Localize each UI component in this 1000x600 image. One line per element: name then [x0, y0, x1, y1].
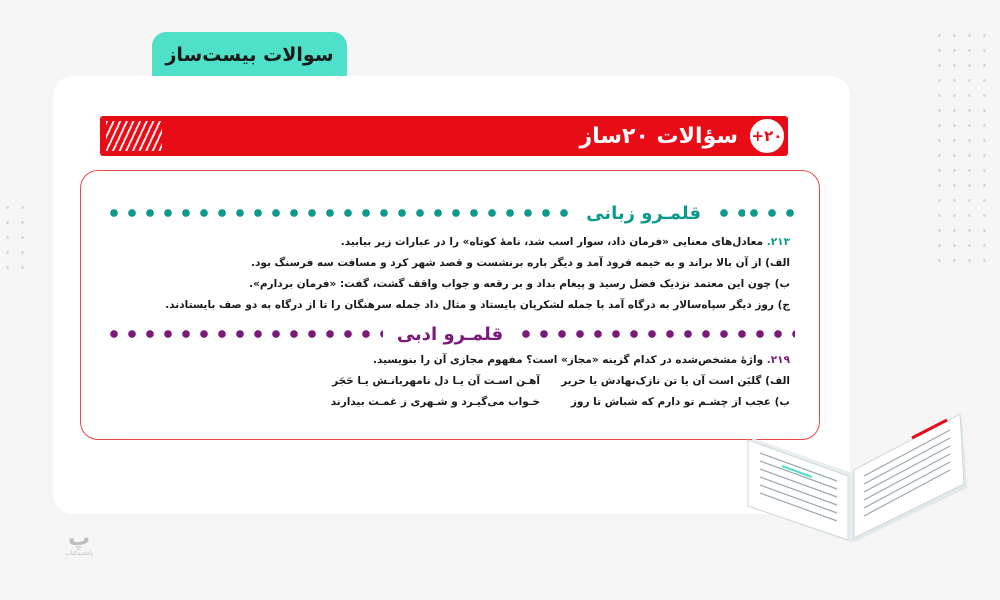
- plus-twenty-badge: +۲۰: [748, 117, 786, 155]
- dotted-divider: [745, 208, 795, 218]
- section-header-literary: [105, 322, 795, 346]
- question-text: واژهٔ مشخص‌شده در کدام گزینه «مجاز» است؟ مفهوم مجازی آن را بنویسید.: [373, 354, 764, 366]
- question-text: معادل‌های معنایی «فرمان داد، سوار اسب شد، نامهٔ کوتاه» را در عبارات زیر بیابید.: [340, 236, 764, 248]
- category-tab-label: سوالات بیست‌ساز: [165, 44, 334, 66]
- poem-hemistich: خـواب می‌گیـرد و شـهری ز غمـت بیدارند: [330, 396, 540, 408]
- dotted-divider: [105, 329, 383, 339]
- question-number: ۲۱۳.: [766, 236, 790, 248]
- question-item: الف) از آن بالا براند و به خیمه فرود آمد و دیگر باره برنشست و قصد شهر کرد و مسافت سه فرسنگ بود.: [250, 257, 790, 269]
- question-item: ج) روز دیگر سپاه‌سالار به درگاه آمد با جمله لشکریان بایستاد و مثال داد جمله سرهنگان را تا از درگاه به دو صف بایستادند.: [165, 299, 790, 311]
- banner-stripes: [106, 121, 162, 151]
- dot-pattern-left: [0, 200, 30, 280]
- dot-pattern: [932, 28, 992, 268]
- open-book-illustration: [742, 378, 972, 548]
- category-tab[interactable]: [152, 32, 347, 78]
- section-header-linguistic: [105, 201, 795, 225]
- question-213: [341, 236, 790, 248]
- section-title: قلمـرو زبانی: [586, 202, 701, 224]
- question-219: [373, 354, 790, 366]
- poem-hemistich: آهـن اسـت آن یـا دل نامهربانـش یـا حَجَر: [332, 375, 540, 387]
- dotted-divider: [517, 329, 795, 339]
- section-banner: [100, 116, 788, 156]
- poem-hemistich: ب) عجب از چشـم تو دارم که شباش تا روز: [570, 396, 790, 408]
- question-item: ب) چون این معتمد نزدیک فضل رسید و پیغام بداد و بر رقعه و جواب واقف گشت، گفت: «فرمان بردارم».: [249, 278, 790, 290]
- dotted-divider: [715, 208, 745, 218]
- poem-hemistich: الف) گلبَن است آن یا تن نازک‌نهادش یا حریر: [561, 375, 790, 387]
- logo-text: پاتختـه‌کتاب: [65, 550, 93, 557]
- banner-title: سؤالات ۲۰ساز: [579, 123, 738, 149]
- logo-mark: ﭖ: [67, 526, 91, 551]
- dotted-divider: [105, 208, 572, 218]
- question-number: ۲۱۹.: [766, 354, 790, 366]
- publisher-logo: [56, 528, 102, 557]
- section-title: قلمـرو ادبی: [396, 323, 504, 345]
